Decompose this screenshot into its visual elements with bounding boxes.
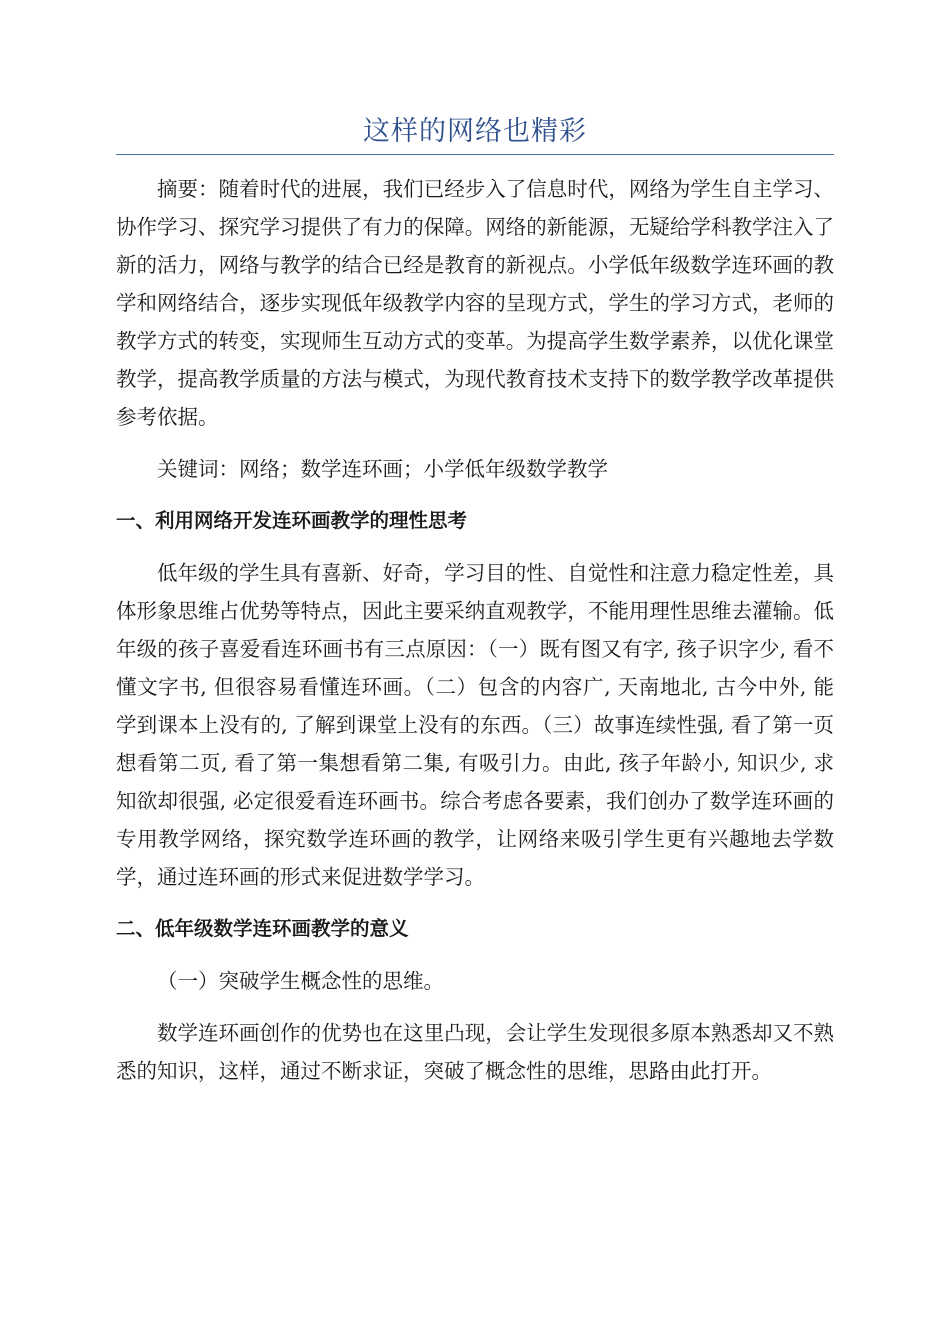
keywords-line: 关键词：网络；数学连环画；小学低年级数学教学 — [157, 457, 608, 481]
title-underline — [116, 154, 834, 155]
document-body — [116, 170, 834, 1104]
section-2-paragraph: 数学连环画创作的优势也在这里凸现，会让学生发现很多原本熟悉却又不熟悉的知识，这样，通过不断求证，突破了概念性的思维，思路由此打开。 — [116, 1021, 834, 1083]
section-2-heading: 二、低年级数学连环画教学的意义 — [116, 917, 409, 940]
section-1-paragraph: 低年级的学生具有喜新、好奇，学习目的性、自觉性和注意力稳定性差，具体形象思维占优势等特点，因此主要采纳直观教学，不能用理性思维去灌输。低年级的孩子喜爱看连环画书有三点原因：（一）既有图又有字, 孩子识字少, 看不懂文字书, 但很容易看懂连环画。（二）包含的内容广, 天南地北, 古今中外, 能学到课本上没有的, 了解到课堂上没有的东西。（三）故事连续性强, 看了第一页想看第二页, 看了第一集想看第二集, 有吸引力。由此, 孩子年龄小, 知识少, 求知欲却很强, 必定很爱看连环画书。综合考虑各要素，我们创办了数学连环画的专用教学网络，探究数学连环画的教学，让网络来吸引学生更有兴趣地去学数学，通过连环画的形式来促进数学学习。 — [116, 561, 834, 889]
section-2-subheading: （一）突破学生概念性的思维。 — [157, 969, 444, 993]
abstract-paragraph: 摘要：随着时代的进展，我们已经步入了信息时代，网络为学生自主学习、协作学习、探究学习提供了有力的保障。网络的新能源，无疑给学科教学注入了新的活力，网络与教学的结合已经是教育的新视点。小学低年级数学连环画的教学和网络结合，逐步实现低年级教学内容的呈现方式，学生的学习方式，老师的教学方式的转变，实现师生互动方式的变革。为提高学生数学素养，以优化课堂教学，提高教学质量的方法与模式，为现代教育技术支持下的数学教学改革提供参考依据。 — [116, 177, 834, 429]
document-title: 这样的网络也精彩 — [363, 116, 587, 147]
section-1-heading: 一、利用网络开发连环画教学的理性思考 — [116, 509, 468, 532]
